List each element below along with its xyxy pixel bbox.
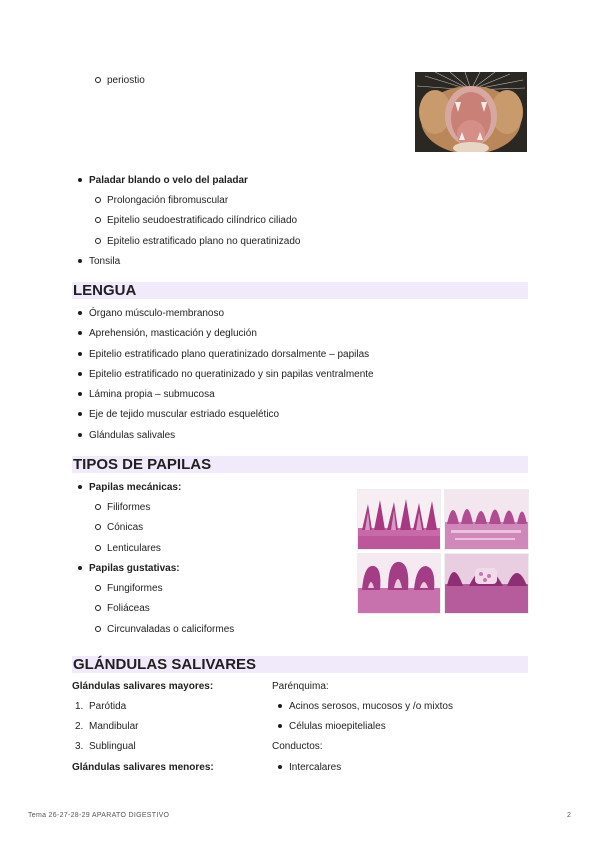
histology-image-filiform (357, 489, 441, 550)
lengua-item: Lámina propia – submucosa (89, 389, 215, 400)
histology-image-circumvallate (444, 553, 529, 614)
papilas-gustativas-title: Papilas gustativas: (89, 563, 180, 574)
histology-image-conical (444, 489, 529, 550)
lengua-item: Aprehensión, masticación y deglución (89, 328, 257, 339)
paladar-subitem: Epitelio seudoestratificado cilíndrico ciliado (107, 215, 298, 226)
paladar-subitem: Prolongación fibromuscular (107, 195, 229, 206)
section-heading-lengua: LENGUA (72, 282, 528, 299)
glandulas-menores-title: Glándulas salivares menores: (72, 762, 214, 773)
papila-gustativa-item: Fungiformes (107, 583, 163, 594)
lengua-item: Órgano músculo-membranoso (89, 308, 225, 319)
section-heading-glandulas: GLÁNDULAS SALIVARES (72, 656, 528, 673)
papila-gustativa-item: Circunvaladas o caliciformes (107, 624, 235, 635)
conductos-title: Conductos: (272, 741, 323, 752)
paladar-subitem: Epitelio estratificado plano no queratinizado (107, 236, 301, 247)
footer-document-title: Tema 26-27-28-29 APARATO DIGESTIVO (28, 812, 170, 819)
glandulas-mayores-title: Glándulas salivares mayores: (72, 681, 214, 692)
lengua-item: Eje de tejido muscular estriado esquelético (89, 409, 280, 420)
tonsila-item: Tonsila (89, 256, 121, 267)
papila-gustativa-item: Foliáceas (107, 603, 150, 614)
parenquima-item: Acinos serosos, mucosos y /o mixtos (289, 701, 453, 712)
papila-mecanica-item: Lenticulares (107, 543, 161, 554)
section-heading-papilas: TIPOS DE PAPILAS (72, 456, 528, 473)
periostio-item: periostio (107, 75, 145, 86)
cat-mouth-photo (415, 72, 527, 152)
lengua-item: Glándulas salivales (89, 430, 176, 441)
list-number: 3. (75, 741, 84, 752)
list-number: 2. (75, 721, 84, 732)
parenquima-title: Parénquima: (272, 681, 329, 692)
lengua-item: Epitelio estratificado no queratinizado y sin papilas ventralmente (89, 369, 374, 380)
glandula-mayor-item: Mandibular (89, 721, 139, 732)
glandula-mayor-item: Parótida (89, 701, 127, 712)
list-number: 1. (75, 701, 84, 712)
glandula-mayor-item: Sublingual (89, 741, 136, 752)
lengua-item: Epitelio estratificado plano queratinizado dorsalmente – papilas (89, 349, 370, 360)
papila-mecanica-item: Cónicas (107, 522, 144, 533)
papilas-mecanicas-title: Papilas mecánicas: (89, 482, 182, 493)
conducto-item: Intercalares (289, 762, 342, 773)
paladar-blando-item: Paladar blando o velo del paladar (89, 175, 248, 186)
papila-mecanica-item: Filiformes (107, 502, 151, 513)
histology-image-fungiform (357, 553, 441, 614)
footer-page-number: 2 (567, 812, 572, 819)
parenquima-item: Células mioepiteliales (289, 721, 386, 732)
